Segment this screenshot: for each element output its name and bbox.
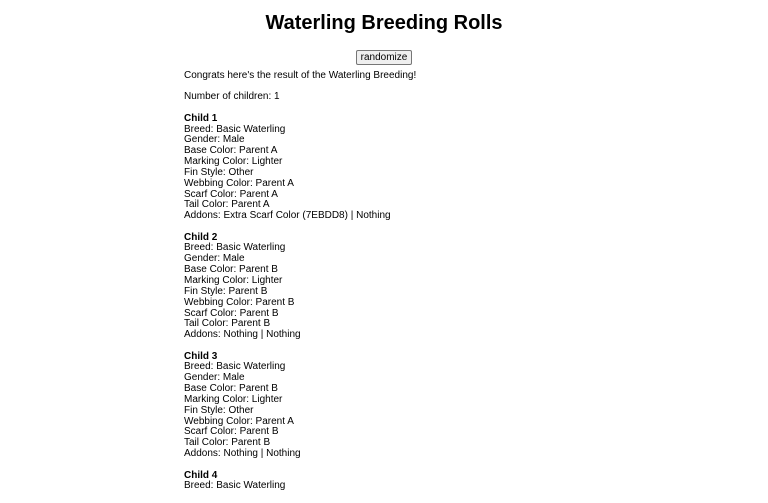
child-marking-color: Marking Color: Lighter	[184, 156, 283, 168]
child-scarf-color: Scarf Color: Parent A	[184, 188, 278, 200]
child-addons: Addons: Nothing | Nothing	[184, 448, 301, 460]
child-breed: Breed: Basic Waterling	[184, 242, 286, 254]
child-gender: Gender: Male	[184, 134, 245, 146]
child-base-color: Base Color: Parent B	[184, 383, 278, 395]
child-title: Child 1	[184, 112, 218, 124]
child-base-color: Base Color: Parent B	[184, 264, 278, 276]
child-gender: Gender: Male	[184, 253, 245, 265]
child-gender: Gender: Male	[184, 372, 245, 384]
congrats-message: Congrats here's the result of the Waterling Breeding!	[184, 70, 417, 81]
child-title: Child 4	[184, 469, 218, 481]
child-result-2	[184, 233, 584, 341]
child-base-color: Base Color: Parent A	[184, 145, 278, 157]
child-marking-color: Marking Color: Lighter	[184, 275, 283, 286]
child-result-3	[184, 352, 584, 460]
child-breed: Breed: Basic Waterling	[184, 361, 286, 373]
child-fin-style: Fin Style: Other	[184, 404, 254, 416]
child-fin-style: Fin Style: Parent B	[184, 285, 268, 297]
child-scarf-color: Scarf Color: Parent B	[184, 307, 279, 319]
child-breed: Breed: Basic Waterling	[184, 123, 286, 135]
child-result-4	[184, 471, 584, 493]
results-content	[184, 71, 584, 503]
child-result-1	[184, 114, 584, 222]
children-count: Number of children: 1	[184, 91, 280, 103]
child-scarf-color: Scarf Color: Parent B	[184, 426, 279, 438]
child-title: Child 3	[184, 350, 218, 362]
child-webbing-color: Webbing Color: Parent A	[184, 177, 294, 189]
child-webbing-color: Webbing Color: Parent A	[184, 415, 294, 427]
child-webbing-color: Webbing Color: Parent B	[184, 296, 295, 308]
randomize-button[interactable]: randomize	[356, 50, 413, 65]
child-breed: Breed: Basic Waterling	[184, 480, 286, 492]
child-marking-color: Marking Color: Lighter	[184, 393, 283, 405]
child-tail-color: Tail Color: Parent B	[184, 318, 271, 330]
child-tail-color: Tail Color: Parent B	[184, 437, 271, 449]
child-title: Child 2	[184, 231, 218, 243]
randomize-button-container	[0, 47, 768, 65]
page-title: Waterling Breeding Rolls	[265, 12, 503, 34]
child-fin-style: Fin Style: Other	[184, 166, 254, 178]
child-addons: Addons: Extra Scarf Color (7EBDD8) | Nothing	[184, 210, 391, 222]
child-addons: Addons: Nothing | Nothing	[184, 329, 301, 341]
child-tail-color: Tail Color: Parent A	[184, 199, 270, 211]
